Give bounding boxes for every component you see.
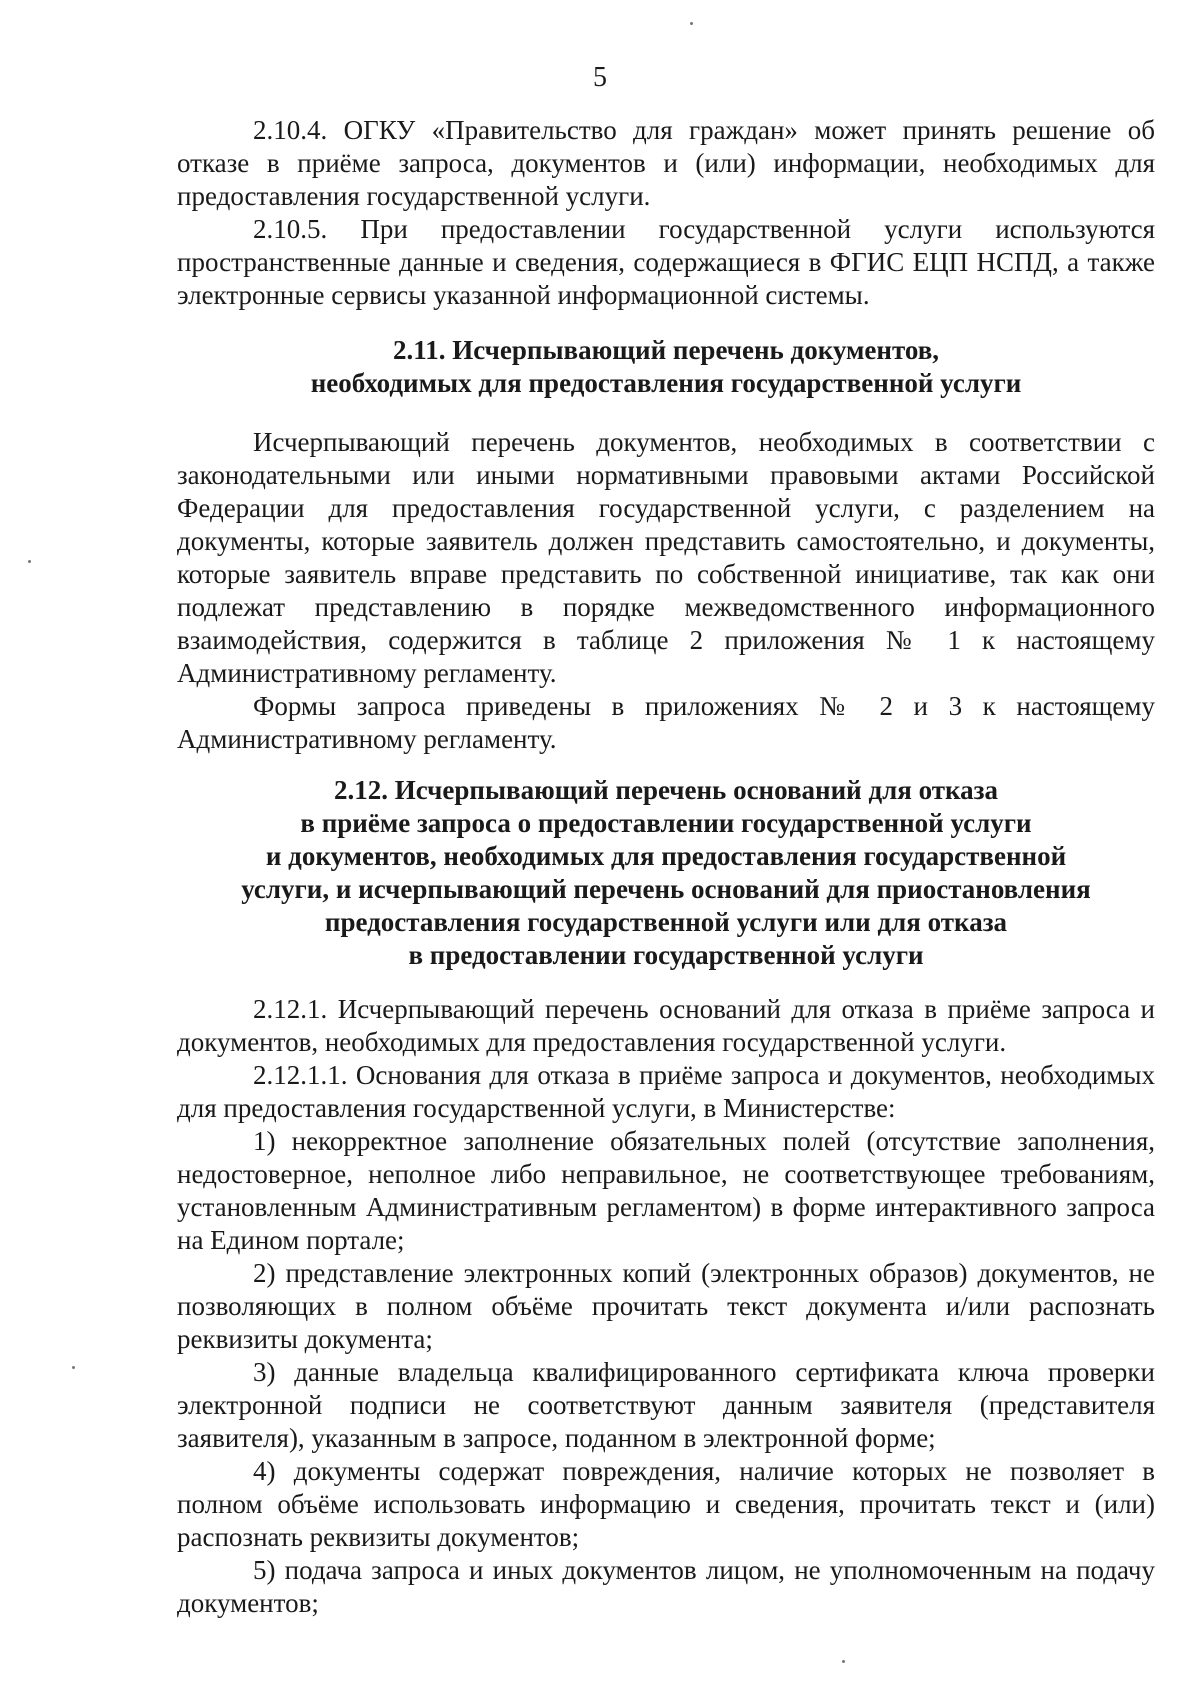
paragraph-2-10-4: 2.10.4. ОГКУ «Правительство для граждан» может принять решение об отказе в приёме запроса, документов и (или) информации, необходимых для предоставления государственной услуги. <box>177 115 1155 211</box>
paragraph-documents-list: Исчерпывающий перечень документов, необходимых в соответствии с законодательными или иными нормативными правовыми актами Российской Федерации для предоставления государственной услуги, с разделением на документы, которые заявитель должен представить самостоятельно, и документы, которые заявитель вправе представить по собственной инициативе, так как они подлежат представлению в порядке межведомственного информационного взаимодействия, содержится в таблице 2 приложения № 1 к настоящему Административному регламенту. <box>177 427 1155 688</box>
heading-line: предоставления государственной услуги или для отказа <box>324 907 1008 937</box>
list-item-5: 5) подача запроса и иных документов лицом, не уполномоченным на подачу документов; <box>177 1555 1155 1618</box>
heading-line: в предоставлении государственной услуги <box>408 940 924 970</box>
scan-speck <box>72 1366 75 1369</box>
scan-speck <box>690 22 693 25</box>
section-2-11-paragraphs <box>177 426 1155 756</box>
paragraph-2-12-1-1: 2.12.1.1. Основания для отказа в приёме запроса и документов, необходимых для предоставления государственной услуги, в Министерстве: <box>177 1060 1155 1123</box>
heading-line: услуги, и исчерпывающий перечень оснований для приостановления <box>241 874 1091 904</box>
heading-line: 2.11. Исчерпывающий перечень документов, <box>392 335 940 365</box>
heading-line: 2.12. Исчерпывающий перечень оснований для отказа <box>333 775 999 805</box>
paragraph-2-10-5: 2.10.5. При предоставлении государственной услуги используются пространственные данные и сведения, содержащиеся в ФГИС ЕЦП НСПД, а также электронные сервисы указанной информационной системы. <box>177 214 1155 310</box>
heading-line: необходимых для предоставления государственной услуги <box>310 368 1022 398</box>
section-2-10-paragraphs <box>177 114 1155 312</box>
scan-speck <box>28 560 31 563</box>
section-2-12-paragraphs <box>177 993 1155 1620</box>
paragraph-request-forms: Формы запроса приведены в приложениях № 2 и 3 к настоящему Административному регламенту. <box>177 691 1155 754</box>
page-number: 5 <box>593 62 607 93</box>
list-item-3: 3) данные владельца квалифицированного сертификата ключа проверки электронной подписи не соответствуют данным заявителя (представителя заявителя), указанным в запросе, поданном в электронной форме; <box>177 1357 1155 1453</box>
paragraph-2-12-1: 2.12.1. Исчерпывающий перечень оснований для отказа в приёме запроса и документов, необходимых для предоставления государственной услуги. <box>177 994 1155 1057</box>
heading-line: в приёме запроса о предоставлении государственной услуги <box>300 808 1032 838</box>
list-item-4: 4) документы содержат повреждения, наличие которых не позволяет в полном объёме использовать информацию и сведения, прочитать текст и (или) распознать реквизиты документов; <box>177 1456 1155 1552</box>
section-2-11-heading <box>177 334 1155 400</box>
list-item-1: 1) некорректное заполнение обязательных полей (отсутствие заполнения, недостоверное, неполное либо неправильное, не соответствующее требованиям, установленным Административным регламентом) в форме интерактивного запроса на Едином портале; <box>177 1126 1155 1255</box>
scan-speck <box>842 1660 845 1663</box>
heading-line: и документов, необходимых для предоставления государственной <box>265 841 1067 871</box>
list-item-2: 2) представление электронных копий (электронных образов) документов, не позволяющих в полном объёме прочитать текст документа и/или распознать реквизиты документа; <box>177 1258 1155 1354</box>
section-2-12-heading <box>177 774 1155 972</box>
